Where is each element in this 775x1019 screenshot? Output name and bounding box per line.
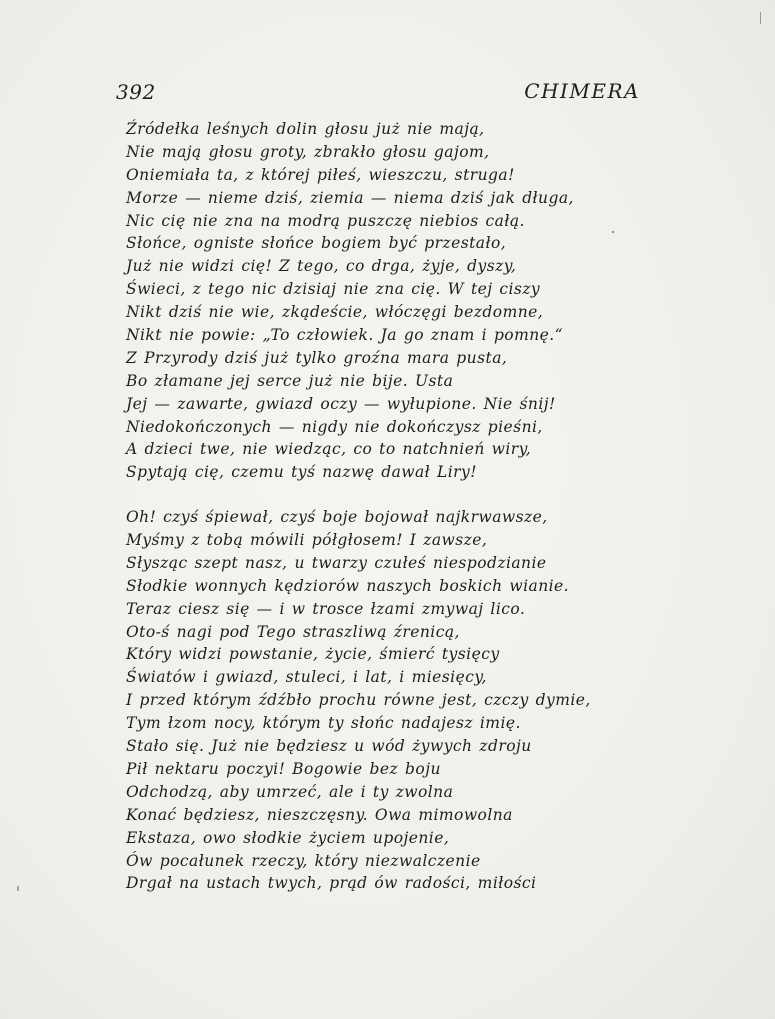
poem-line: Źródełka leśnych dolin głosu już nie mają, (126, 120, 485, 138)
poem-line: I przed którym źdźbło prochu równe jest, czczy dymie, (126, 691, 591, 710)
page-number: 392 (116, 80, 156, 104)
poem-line: Który widzi powstanie, życie, śmierć tysięcy (126, 645, 500, 664)
poem-line: Nie mają głosu groty, zbrakło głosu gajom, (126, 142, 490, 161)
poem-line: Bo złamane jej serce już nie bije. Usta (126, 371, 454, 390)
poem-line: Odchodzą, aby umrzeć, ale i ty zwolna (126, 782, 454, 801)
poem-line: Oniemiała ta, z której piłeś, wieszczu, struga! (126, 165, 515, 184)
poem-line: Morze — nieme dziś, ziemia — niema dziś jak długa, (126, 188, 574, 207)
poem-line: Teraz ciesz się — i w trosce łzami zmywaj lico. (126, 599, 526, 618)
poem-line: Drgał na ustach twych, prąd ów radości, miłości (126, 874, 537, 893)
poem-line: Nikt dziś nie wie, zkądeście, włóczęgi bezdomne, (126, 303, 544, 322)
poem-line: Tym łzom nocy, którym ty słońc nadajesz imię. (126, 714, 521, 733)
poem-line: Spytają cię, czemu tyś nazwę dawał Liry! (126, 463, 477, 482)
poem-line: Słysząc szept nasz, u twarzy czułeś niespodzianie (126, 553, 547, 572)
poem-line: Słońce, ogniste słońce bogiem być przestało, (126, 234, 507, 253)
poem-line: Już nie widzi cię! Z tego, co drga, żyje, dyszy, (126, 257, 517, 276)
poem-line: A dzieci twe, nie wiedząc, co to natchnień wiry, (126, 440, 532, 459)
poem-line: Oh! czyś śpiewał, czyś boje bojował najkrwawsze, (126, 508, 548, 527)
poem-line: Pił nektaru poczyi! Bogowie bez boju (126, 759, 441, 778)
stanza-2 (126, 506, 646, 895)
poem-line: Ekstaza, owo słodkie życiem upojenie, (126, 828, 450, 847)
show-through-text (262, 81, 270, 100)
poem-line: Stało się. Już nie będziesz u wód żywych zdroju (126, 737, 532, 756)
scan-speck (612, 231, 614, 233)
poem-line: Nikt nie powie: „To człowiek. Ja go znam i pomnę.“ (126, 326, 564, 345)
poem-line: Nic cię nie zna na modrą puszczę niebios całą. (126, 211, 525, 230)
poem-line: Ów pocałunek rzeczy, który niezwalczenie (126, 851, 481, 870)
poem-line: Konać będziesz, nieszczęsny. Owa mimowolna (126, 805, 513, 824)
running-title: CHIMERA (524, 79, 640, 103)
poem-line: Myśmy z tobą mówili półgłosem! I zawsze, (126, 531, 488, 550)
scan-speck (760, 12, 761, 24)
poem-line: Niedokończonych — nigdy nie dokończysz pieśni, (126, 417, 543, 436)
poem-line: Świeci, z tego nic dzisiaj nie zna cię. W tej ciszy (126, 280, 541, 299)
poem (126, 118, 646, 895)
poem-line: Światów i gwiazd, stuleci, i lat, i miesięcy, (126, 668, 487, 687)
scan-speck (17, 886, 19, 891)
poem-line: Z Przyrody dziś już tylko groźna mara pusta, (126, 348, 508, 367)
poem-line: Słodkie wonnych kędziorów naszych boskich wianie. (126, 576, 570, 595)
stanza-1 (126, 118, 646, 484)
poem-line: Jej — zawarte, gwiazd oczy — wyłupione. Nie śnij! (126, 394, 556, 413)
poem-line: Oto-ś nagi pod Tego straszliwą źrenicą, (126, 622, 460, 641)
